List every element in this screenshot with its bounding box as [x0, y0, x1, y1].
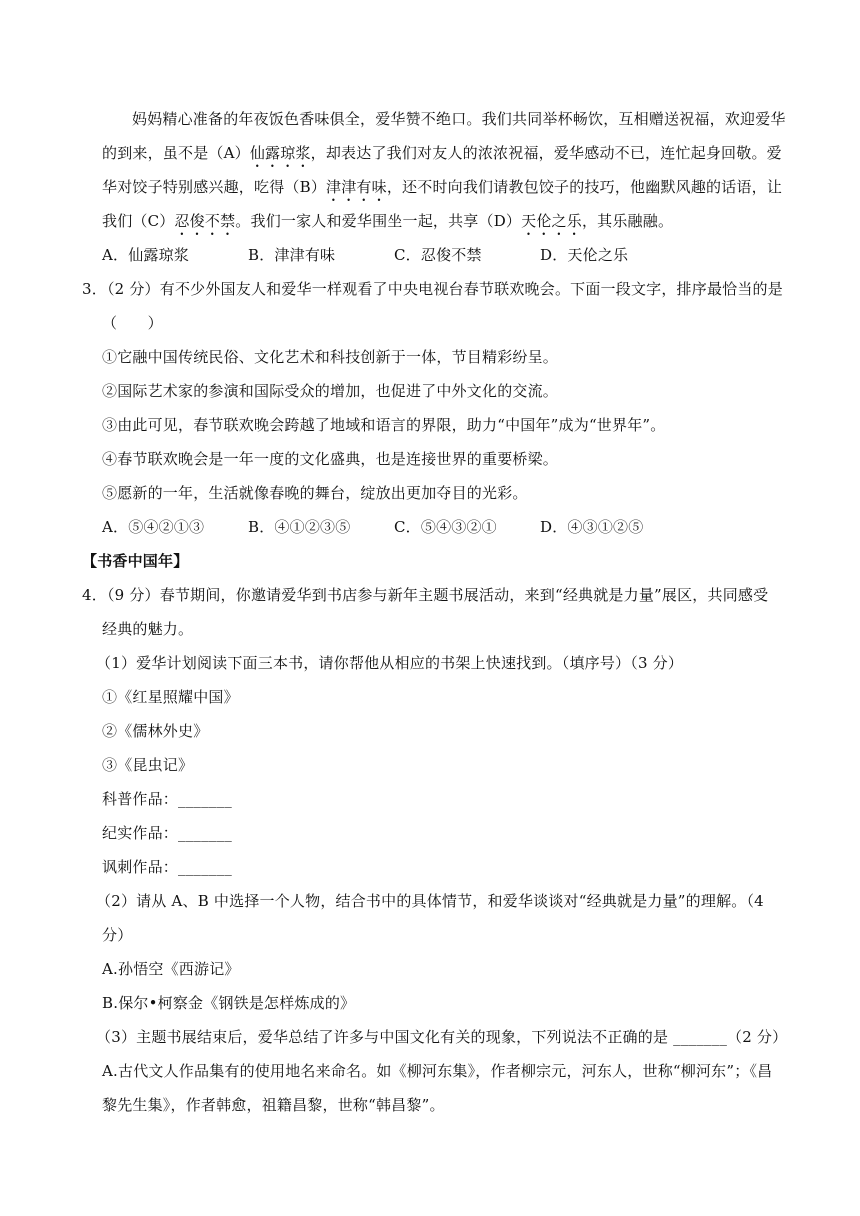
passage-line-2: 的到来，虽不是（A）仙露琼浆，却表达了我们对友人的浓浓祝福，爱华感动不已，连忙起身回敬。爱 — [102, 144, 782, 162]
passage-line-3: 华对饺子特别感兴趣，吃得（B）津津有味，还不时向我们请教包饺子的技巧，他幽默风趣的话语，让 — [102, 178, 783, 196]
q3-option-d: D．④③①②⑤ — [540, 518, 644, 536]
choice-b: B.保尔•柯察金《钢铁是怎样炼成的》 — [102, 994, 356, 1012]
q3-item-2: ②国际艺术家的参演和国际受众的增加，也促进了中外文化的交流。 — [102, 382, 559, 400]
idiom-b: 津津有味 — [326, 178, 387, 196]
choice-a: A.孙悟空《西游记》 — [102, 960, 240, 978]
q2-option-b: B．津津有味 — [248, 246, 336, 264]
q3-item-4: ④春节联欢晚会是一年一度的文化盛典，也是连接世界的重要桥梁。 — [102, 450, 559, 468]
q4-sub-3: （3）主题书展结束后，爱华总结了许多与中国文化有关的现象，下列说法不正确的是 _______（2 分） — [96, 1028, 788, 1046]
q3-option-b: B．④①②③⑤ — [248, 518, 351, 536]
q3-options — [102, 517, 643, 537]
q4-stem-line-1: 4．（9 分）春节期间，你邀请爱华到书店参与新年主题书展活动，来到“经典就是力量”展区，共同感受 — [82, 586, 769, 604]
passage-line-1: 妈妈精心准备的年夜饭色香味俱全，爱华赞不绝口。我们共同举杯畅饮，互相赠送祝福，欢迎爱华 — [132, 110, 786, 128]
q2-option-c: C．忍俊不禁 — [394, 246, 482, 264]
book-item-3: ③《昆虫记》 — [102, 756, 194, 774]
q2-options — [102, 245, 628, 265]
q3-stem-line-2: （ ） — [102, 314, 163, 332]
q4-stem-line-2: 经典的魅力。 — [102, 620, 194, 638]
book-item-2: ②《儒林外史》 — [102, 722, 209, 740]
q4-sub-2-line-2: 分） — [102, 926, 133, 944]
passage-line-4: 我们（C）忍俊不禁。我们一家人和爱华围坐一起，共享（D）天伦之乐，其乐融融。 — [102, 212, 674, 230]
q4-sub-3-option-a-line-1: A.古代文人作品集有的使用地名来命名。如《柳河东集》，作者柳宗元，河东人，世称“柳河东”；《昌 — [102, 1062, 773, 1080]
shelf-satire: 讽刺作品：_______ — [102, 858, 232, 876]
q3-option-c: C．⑤④③②① — [394, 518, 497, 536]
idiom-a: 仙露琼浆 — [249, 144, 311, 162]
shelf-documentary: 纪实作品：_______ — [102, 824, 232, 842]
q3-item-5: ⑤愿新的一年，生活就像春晚的舞台，绽放出更加夺目的光彩。 — [102, 484, 528, 502]
q3-option-a: A．⑤④②①③ — [102, 518, 205, 536]
q3-item-1: ①它融中国传统民俗、文化艺术和科技创新于一体，节目精彩纷呈。 — [102, 348, 559, 366]
q2-option-d: D．天伦之乐 — [540, 246, 629, 264]
q2-option-a: A．仙露琼浆 — [102, 246, 190, 264]
q4-sub-3-option-a-line-2: 黎先生集》，作者韩愈，祖籍昌黎，世称“韩昌黎”。 — [102, 1096, 445, 1114]
idiom-c: 忍俊不禁 — [174, 212, 236, 230]
idiom-d: 天伦之乐 — [521, 212, 582, 230]
section-header: 【书香中国年】 — [82, 552, 189, 570]
q3-item-3: ③由此可见，春节联欢晚会跨越了地域和语言的界限，助力“中国年”成为“世界年”。 — [102, 416, 666, 434]
q4-sub-1: （1）爱华计划阅读下面三本书，请你帮他从相应的书架上快速找到。（填序号）（3 分） — [96, 654, 684, 672]
book-item-1: ①《红星照耀中国》 — [102, 688, 239, 706]
q4-sub-2-line-1: （2）请从 A、B 中选择一个人物，结合书中的具体情节，和爱华谈谈对“经典就是力量”的理解。（4 — [96, 892, 764, 910]
shelf-science: 科普作品：_______ — [102, 790, 232, 808]
q3-stem-line-1: 3．（2 分）有不少外国友人和爱华一样观看了中央电视台春节联欢晚会。下面一段文字，排序最恰当的是 — [82, 280, 783, 298]
